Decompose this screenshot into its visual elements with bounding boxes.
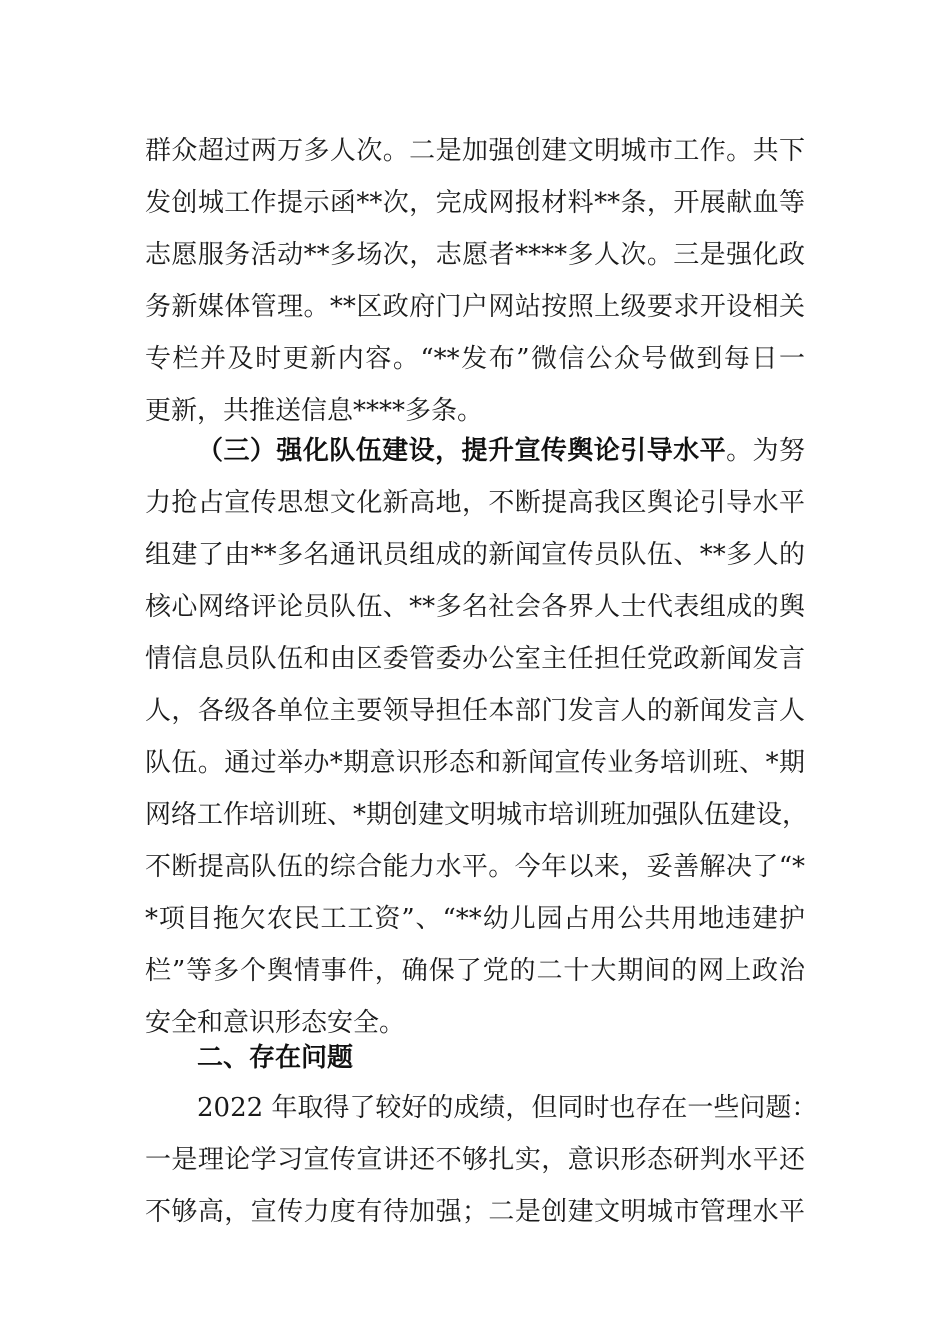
paragraph-line: 不断提高队伍的综合能力水平。今年以来，妥善解决了“*: [145, 852, 805, 882]
paragraph-line: 力抢占宣传思想文化新高地，不断提高我区舆论引导水平: [145, 488, 805, 518]
section-heading: 二、存在问题: [197, 1043, 354, 1073]
paragraph-line: 网络工作培训班、*期创建文明城市培训班加强队伍建设，: [145, 800, 809, 830]
paragraph-lead-rest: 。为努: [726, 436, 805, 466]
subsection-heading: （三）强化队伍建设，提升宣传舆论引导水平: [197, 436, 727, 466]
paragraph-lead-line: [197, 425, 805, 477]
paragraph-line: 安全和意识形态安全。: [145, 1008, 406, 1038]
paragraph-line: 人，各级各单位主要领导担任本部门发言人的新闻发言人: [145, 696, 805, 726]
paragraph-line: 不够高，宣传力度有待加强；二是创建文明城市管理水平: [145, 1197, 805, 1227]
paragraph-line: 发创城工作提示函**次，完成网报材料**条，开展献血等: [145, 188, 805, 218]
paragraph-line: 栏”等多个舆情事件，确保了党的二十大期间的网上政治: [145, 956, 805, 986]
paragraph-line: 核心网络评论员队伍、**多名社会各界人士代表组成的舆: [145, 592, 805, 622]
paragraph-line: 更新，共推送信息****多条。: [145, 396, 484, 426]
paragraph-line: *项目拖欠农民工工资”、“**幼儿园占用公共用地违建护: [145, 904, 805, 934]
paragraph-line: 组建了由**多名通讯员组成的新闻宣传员队伍、**多人的: [145, 540, 805, 570]
paragraph-first-line: 2022 年取得了较好的成绩，但同时也存在一些问题：: [197, 1093, 818, 1123]
paragraph-line: 务新媒体管理。**区政府门户网站按照上级要求开设相关: [145, 292, 805, 322]
paragraph-line: 一是理论学习宣传宣讲还不够扎实，意识形态研判水平还: [145, 1145, 805, 1175]
paragraph-line: 群众超过两万多人次。二是加强创建文明城市工作。共下: [145, 136, 805, 166]
paragraph-line: 队伍。通过举办*期意识形态和新闻宣传业务培训班、*期: [145, 748, 805, 778]
paragraph-line: 专栏并及时更新内容。“**发布”微信公众号做到每日一: [145, 344, 805, 374]
paragraph-line: 志愿服务活动**多场次，志愿者****多人次。三是强化政: [145, 240, 805, 270]
paragraph-line: 情信息员队伍和由区委管委办公室主任担任党政新闻发言: [145, 644, 805, 674]
